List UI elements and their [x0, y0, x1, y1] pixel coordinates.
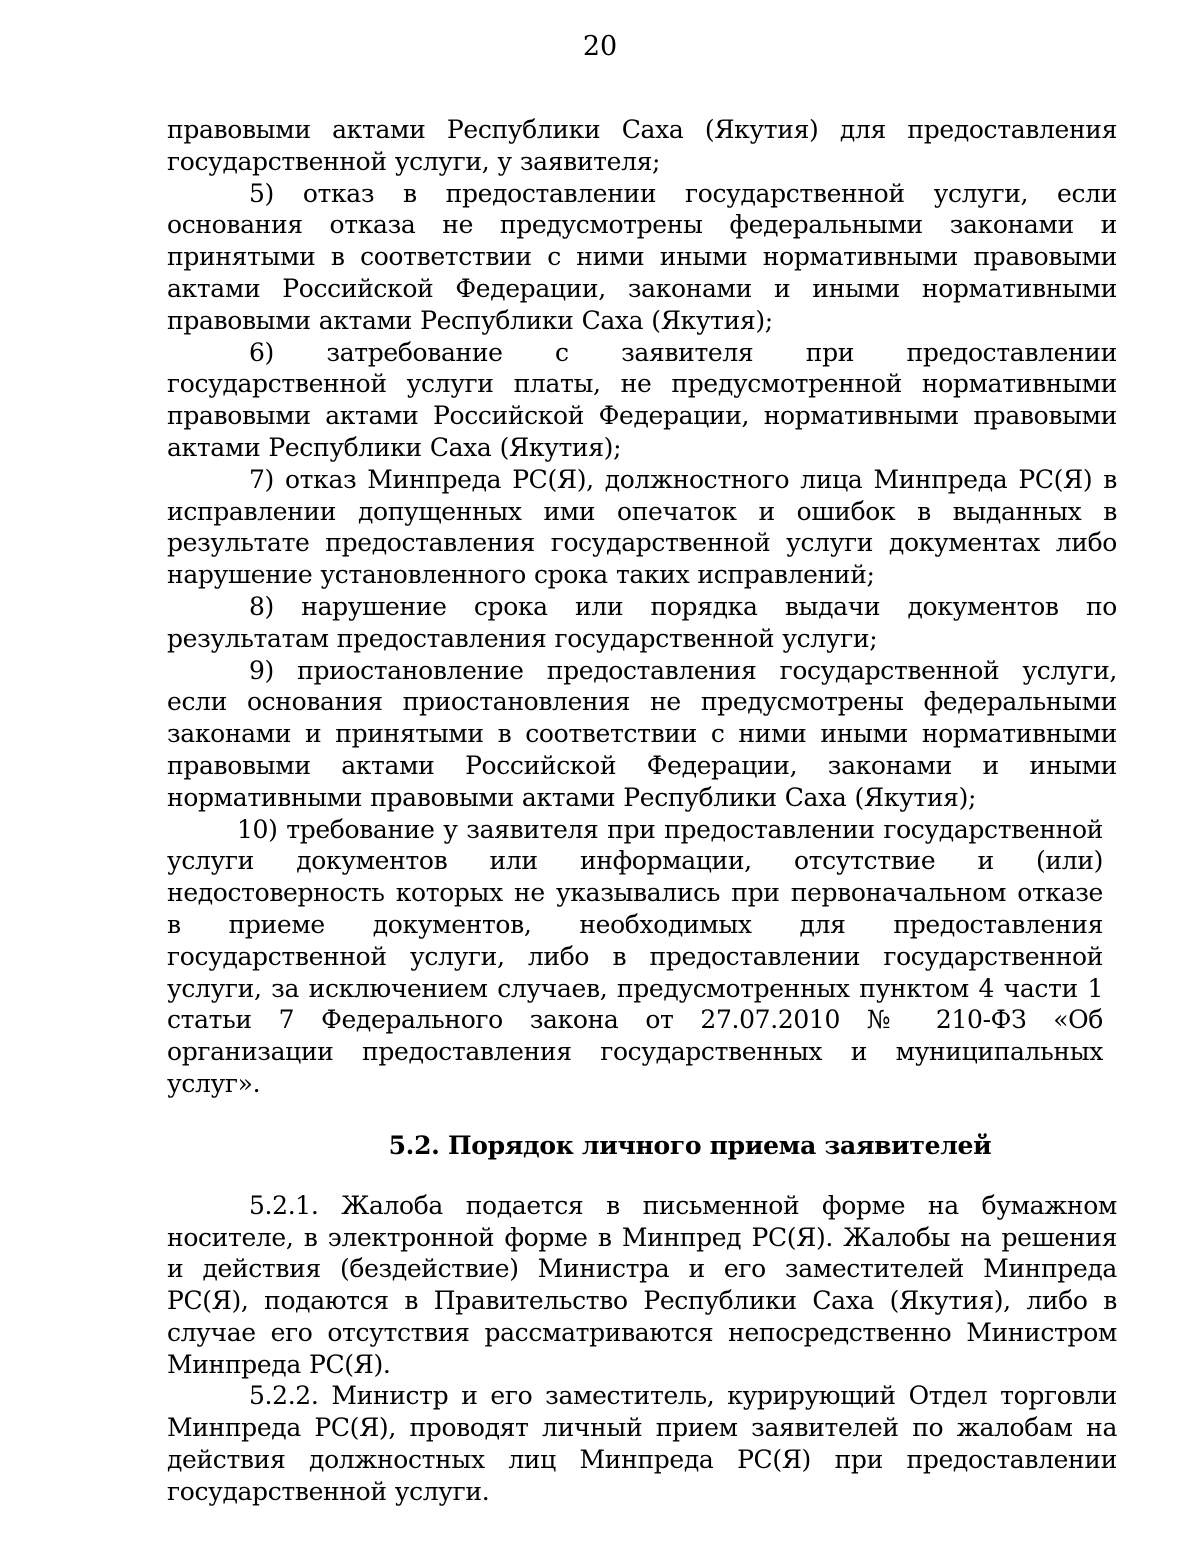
section-paragraph-5-2-2: 5.2.2. Министр и его заместитель, курирующий Отдел торговли Минпреда РС(Я), проводят личный прием заявителей по жалобам на действия должностных лиц Минпреда РС(Я) при предоставлении государственной услуги.: [167, 1381, 1117, 1506]
section-paragraph-5-2-1: 5.2.1. Жалоба подается в письменной форме на бумажном носителе, в электронной форме в Минпред РС(Я). Жалобы на решения и действия (бездействие) Министра и его заместителей Минпреда РС(Я), подаются в Правительство Республики Саха (Якутия), либо в случае его отсутствия рассматриваются непосредственно Министром Минпреда РС(Я).: [167, 1190, 1117, 1379]
list-item-8: 8) нарушение срока или порядка выдачи документов по результатам предоставления государственной услуги;: [167, 591, 1117, 653]
paragraph-continuation: правовыми актами Республики Саха (Якутия) для предоставления государственной услуги, у заявителя;: [167, 115, 1117, 176]
document-body: [167, 114, 1117, 1508]
list-item-5: 5) отказ в предоставлении государственной услуги, если основания отказа не предусмотрены федеральными законами и принятыми в соответствии с ними иными нормативными правовыми актами Российской Федерации, законами и иными нормативными правовыми актами Республики Саха (Якутия);: [167, 178, 1117, 335]
list-item-9: 9) приостановление предоставления государственной услуги, если основания приостановления не предусмотрены федеральными законами и принятыми в соответствии с ними иными нормативными правовыми актами Российской Федерации, законами и иными нормативными правовыми актами Республики Саха (Якутия);: [167, 655, 1117, 812]
section-heading: 5.2. Порядок личного приема заявителей: [388, 1130, 992, 1160]
page-number: 20: [582, 31, 618, 62]
list-item-7: 7) отказ Минпреда РС(Я), должностного лица Минпреда РС(Я) в исправлении допущенных ими опечаток и ошибок в выданных в результате предоставления государственной услуги документах либо нарушение установленного срока таких исправлений;: [167, 464, 1117, 590]
list-item-6: 6) затребование с заявителя при предоставлении государственной услуги платы, не предусмотренной нормативными правовыми актами Российской Федерации, нормативными правовыми актами Республики Саха (Якутия);: [167, 337, 1117, 462]
list-item-10: 10) требование у заявителя при предоставлении государственной услуги документов или информации, отсутствие и (или) недостоверность которых не указывались при первоначальном отказе в приеме документов, необходимых для предоставления государственной услуги, либо в предоставлении государственной услуги, за исключением случаев, предусмотренных пунктом 4 части 1 статьи 7 Федерального закона от 27.07.2010 № 210-ФЗ «Об организации предоставления государственных и муниципальных услуг».: [167, 814, 1103, 1098]
